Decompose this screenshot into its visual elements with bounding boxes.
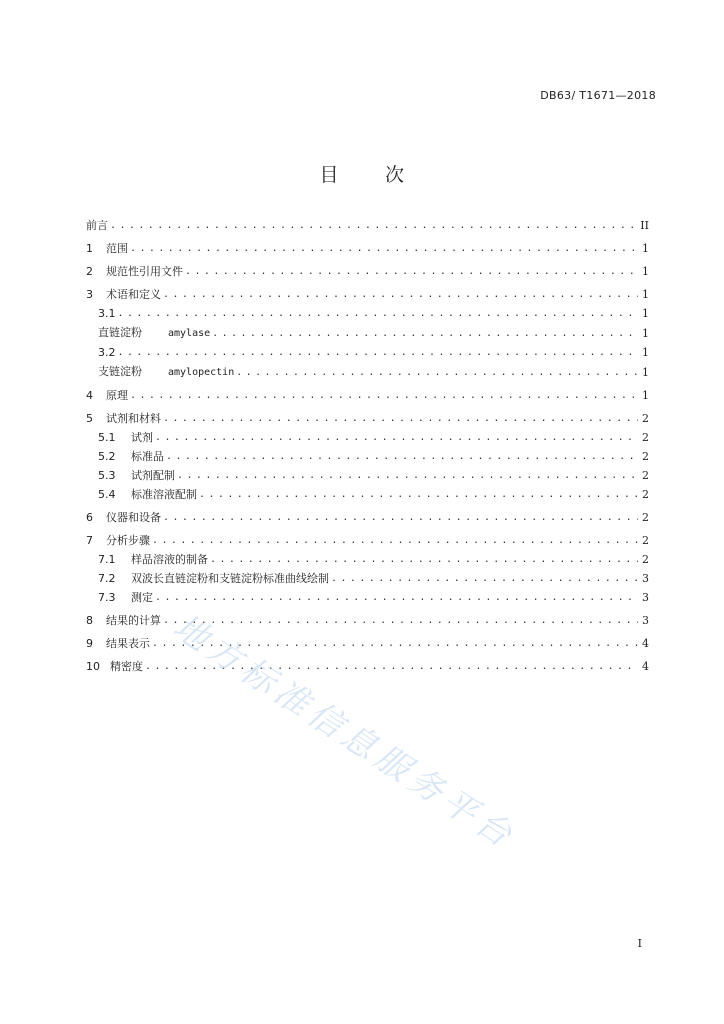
toc-entry-page-number: 3 [642,591,649,604]
footer-page-number: I [637,937,642,950]
toc-entry-page-number: 2 [642,511,649,524]
toc-entry-number: 7.1 [98,553,116,566]
toc-leader-dots [130,389,638,403]
toc-entry[interactable] [86,431,649,445]
toc-leader-dots [130,242,638,256]
toc-entry-number: 8 [86,614,93,627]
toc-entry-page-number: II [640,219,649,232]
toc-entry[interactable] [86,614,649,628]
toc-entry-english-term: amylase [168,328,211,339]
toc-entry-title: 分析步骤 [106,534,150,547]
toc-entry[interactable] [86,469,649,483]
toc-entry-label [86,511,163,525]
toc-entry-label [86,614,163,628]
toc-entry-title: 精密度 [110,660,143,673]
toc-leader-dots [118,307,639,321]
toc-entry[interactable] [86,219,649,233]
toc-entry[interactable] [86,265,649,279]
toc-entry-number: 前言 [86,219,108,232]
toc-entry-page-number: 2 [642,469,649,482]
toc-title [0,160,724,187]
toc-entry-title: 直链淀粉 [98,326,142,339]
toc-leader-dots [163,511,638,525]
table-of-contents [86,219,649,674]
toc-entry-label [86,288,163,302]
toc-entry-title: 术语和定义 [106,288,161,301]
toc-entry-label [98,307,118,321]
toc-entry-title: 试剂 [131,431,153,444]
toc-entry-title: 仪器和设备 [106,511,161,524]
toc-entry[interactable] [86,488,649,502]
toc-entry-page-number: 2 [642,431,649,444]
toc-entry-number: 3.1 [98,307,116,320]
toc-entry-english-term: amylopectin [168,367,235,378]
toc-entry-page-number: 4 [642,637,649,650]
toc-entry-number: 9 [86,637,93,650]
toc-entry-page-number: 3 [642,614,649,627]
toc-entry-number: 1 [86,242,93,255]
toc-entry-number: 4 [86,389,93,402]
toc-entry-label [86,412,163,426]
toc-entry[interactable] [86,553,649,567]
toc-entry[interactable] [86,412,649,426]
watermark: 地方标准信息服务平台 [165,606,524,859]
toc-entry-title: 测定 [131,591,153,604]
toc-entry-number: 5.2 [98,450,116,463]
toc-entry[interactable] [86,288,649,302]
toc-entry-title: 原理 [106,389,128,402]
toc-leader-dots [163,288,638,302]
toc-entry-label [86,637,152,651]
toc-entry-title: 范围 [106,242,128,255]
toc-entry-title: 试剂和材料 [106,412,161,425]
toc-entry-label [98,365,236,380]
toc-entry-label [86,242,130,256]
toc-entry-title: 试剂配制 [131,469,175,482]
toc-entry-page-number: 4 [642,660,649,673]
toc-entry-title: 规范性引用文件 [106,265,183,278]
toc-entry-label [98,431,155,445]
toc-entry-page-number: 2 [642,412,649,425]
toc-entry-page-number: 2 [642,553,649,566]
toc-entry-label [86,265,185,279]
toc-entry[interactable] [86,365,649,380]
toc-entry-title: 标准溶液配制 [131,488,197,501]
toc-entry-label [98,591,155,605]
toc-entry-title: 支链淀粉 [98,365,142,378]
toc-entry[interactable] [86,572,649,586]
toc-entry-label [86,534,152,548]
toc-leader-dots [118,346,639,360]
toc-entry-number: 5.3 [98,469,116,482]
toc-entry-label [86,219,110,233]
toc-leader-dots [152,534,638,548]
toc-entry-page-number: 2 [642,450,649,463]
toc-entry-page-number: 1 [642,242,649,255]
toc-entry-number: 3.2 [98,346,116,359]
toc-entry-page-number: 1 [642,389,649,402]
toc-entry-number: 5 [86,412,93,425]
toc-entry-label [98,572,331,586]
toc-leader-dots [155,591,638,605]
toc-entry-page-number: 2 [642,534,649,547]
toc-leader-dots [155,431,638,445]
toc-entry-label [98,346,118,360]
toc-title-char-1: 目 [319,164,339,186]
toc-title-char-2: 次 [385,164,405,186]
toc-entry-number: 10 [86,660,100,673]
toc-leader-dots [110,219,636,233]
toc-entry[interactable] [86,534,649,548]
toc-entry-page-number: 1 [642,346,649,359]
toc-entry-label [86,660,145,674]
toc-entry-page-number: 3 [642,572,649,585]
toc-entry-number: 5.1 [98,431,116,444]
toc-entry[interactable] [86,326,649,341]
toc-leader-dots [185,265,638,279]
toc-entry[interactable] [86,389,649,403]
toc-entry[interactable] [86,307,649,321]
toc-entry-page-number: 1 [642,307,649,320]
toc-leader-dots [212,327,638,341]
toc-leader-dots [177,469,638,483]
toc-entry-number: 2 [86,265,93,278]
toc-entry-number: 3 [86,288,93,301]
toc-entry-page-number: 2 [642,488,649,501]
toc-leader-dots [210,553,638,567]
toc-entry-label [98,469,177,483]
toc-entry[interactable] [86,450,649,464]
toc-entry-page-number: 1 [642,288,649,301]
toc-entry-title: 结果表示 [106,637,150,650]
toc-entry-page-number: 1 [642,327,649,340]
toc-leader-dots [163,614,638,628]
document-code: DB63/ T1671—2018 [540,89,656,102]
toc-entry-label [86,389,130,403]
toc-leader-dots [331,572,638,586]
toc-entry-page-number: 1 [642,366,649,379]
toc-entry-label [98,450,166,464]
toc-entry[interactable] [86,660,649,674]
toc-entry-title: 结果的计算 [106,614,161,627]
toc-entry-label [98,553,210,567]
toc-entry-title: 标准品 [131,450,164,463]
toc-entry-label [98,326,212,341]
toc-leader-dots [163,412,638,426]
toc-entry[interactable] [86,591,649,605]
toc-entry-page-number: 1 [642,265,649,278]
toc-entry-title: 双波长直链淀粉和支链淀粉标准曲线绘制 [131,572,329,585]
toc-entry-number: 7.2 [98,572,116,585]
toc-entry[interactable] [86,242,649,256]
toc-entry[interactable] [86,511,649,525]
toc-entry-number: 6 [86,511,93,524]
toc-entry-number: 7 [86,534,93,547]
toc-entry-label [98,488,199,502]
toc-leader-dots [236,366,638,380]
toc-entry[interactable] [86,346,649,360]
toc-leader-dots [199,488,638,502]
toc-entry-number: 7.3 [98,591,116,604]
toc-entry-number: 5.4 [98,488,116,501]
toc-entry-title: 样品溶液的制备 [131,553,208,566]
toc-leader-dots [166,450,638,464]
